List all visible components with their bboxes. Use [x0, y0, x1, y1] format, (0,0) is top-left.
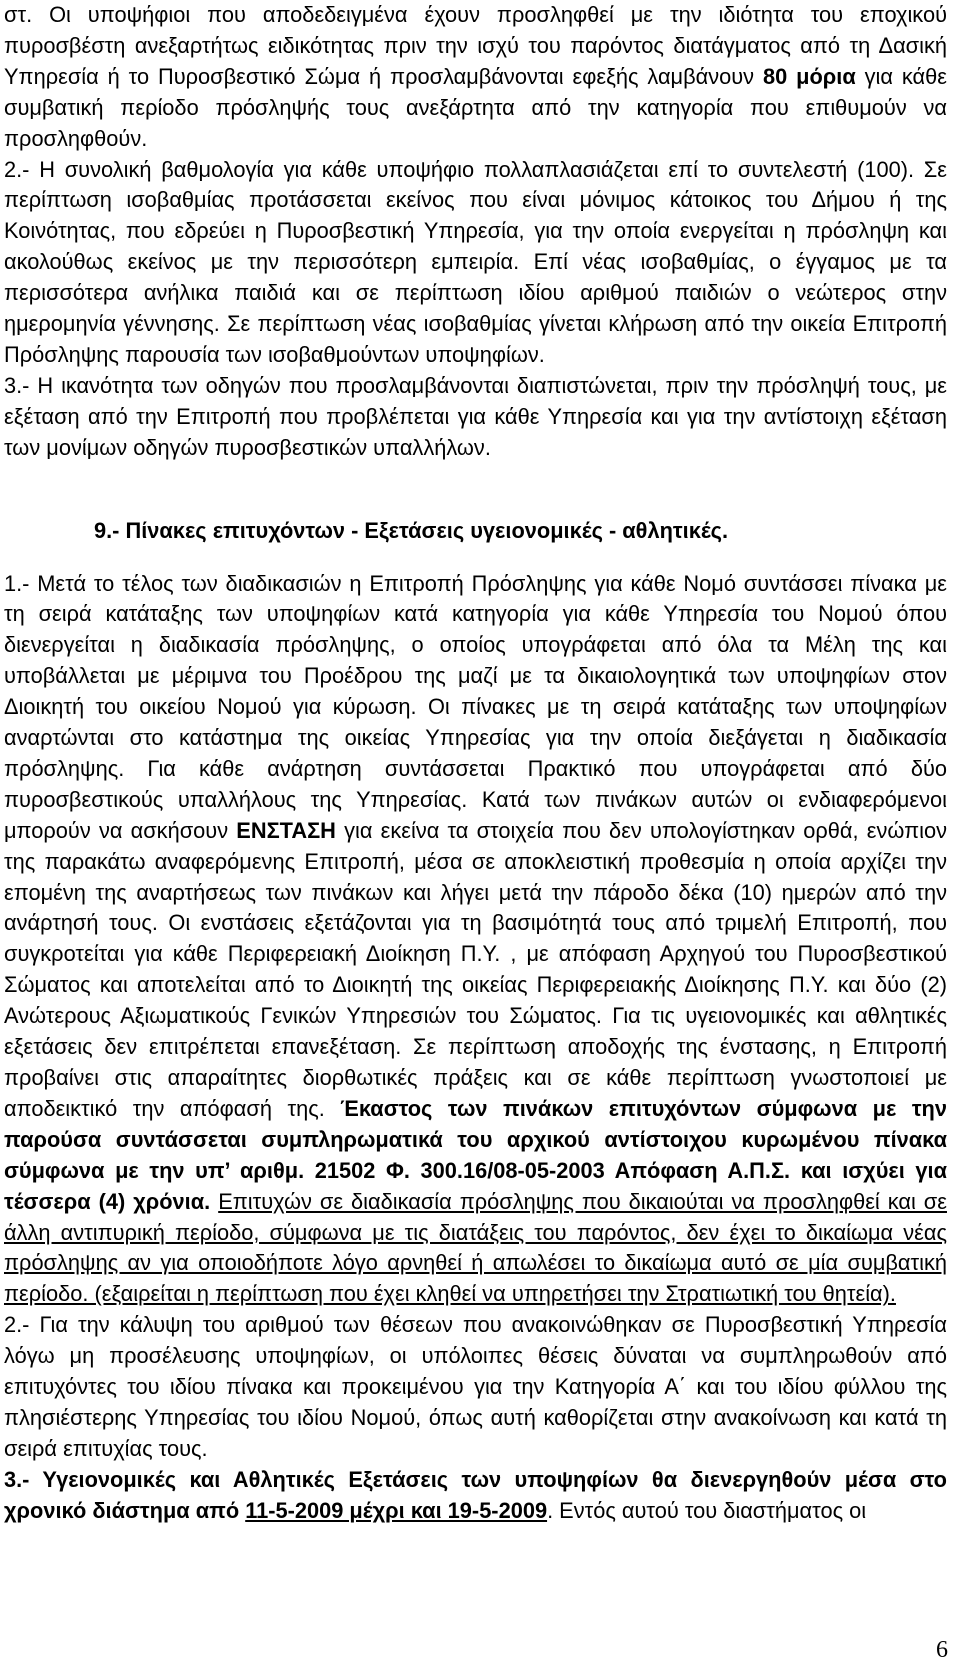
underlined-text: Επιτυχών σε διαδικασία πρόσληψης που δικαιούται να προσληφθεί και σε άλλη αντιπυρική περίοδο, σύμφωνα με τις διατάξεις του παρόντος, δεν έχει το δικαίωμα νέας πρόσληψης αν για οποιοδήποτε λόγο αρνηθεί ή απωλέσει το δικαίωμα αυτό σε μία συμβατική περίοδο. (εξαιρείται η περίπτωση που έχει κληθεί να υπηρετήσει την Στρατιωτική του θητεία). [4, 1188, 947, 1307]
text-run: 1.- Μετά το τέλος των διαδικασιών η Επιτροπή Πρόσληψης για κάθε Νομό συντάσσει πίνακα με τη σειρά κατάταξης των υποψηφίων κατά κατηγορία για κάθε Υπηρεσία του Νομού όπου διενεργείται η διαδικασία πρόσληψης, ο οποίος υπογράφεται από όλα τα Μέλη της και υποβάλλεται με μέριμνα του Προέδρου της μαζί με τα δικαιολογητικά των υποψηφίων στον Διοικητή του οικείου Νομού για κύρωση. Οι πίνακες με τη σειρά κατάταξης των υποψηφίων αναρτώνται στο κατάστημα της οικείας Υπηρεσίας για την οποία διεξάγεται η διαδικασία πρόσληψης. Για κάθε ανάρτηση συντάσσεται Πρακτικό που υπογράφεται από δύο πυροσβεστικούς υπαλλήλους της Υπηρεσίας. Κατά των πινάκων αυτών οι ενδιαφερόμενοι μπορούν να ασκήσουν [4, 570, 947, 843]
text-run: για κάθε συμβατική περίοδο πρόσληψής τους ανεξάρτητα από την κατηγορία που επιθυμούν να προσληφθούν. [4, 63, 947, 151]
section-heading: 9.- Πίνακες επιτυχόντων - Εξετάσεις υγειονομικές - αθλητικές. [94, 517, 729, 543]
bold-underlined-text: 11-5-2009 μέχρι και 19-5-2009 [245, 1497, 548, 1523]
text-run: . Εντός αυτού του διαστήματος οι [547, 1497, 867, 1523]
document-page [4, 0, 947, 1527]
text-run: στ. Οι υποψήφιοι που αποδεδειγμένα έχουν προσληφθεί με την ιδιότητα του εποχικού πυροσβέστη ανεξαρτήτως ειδικότητας πριν την ισχύ του παρόντος διατάγματος από τη Δασική Υπηρεσία ή το Πυροσβεστικό Σώμα ή προσλαμβάνονται εφεξής λαμβάνουν [4, 2, 947, 89]
text-run [210, 1189, 218, 1214]
spacer [4, 547, 947, 569]
section-paragraph-3 [4, 1465, 947, 1527]
paragraph-2: 2.- Η συνολική βαθμολογία για κάθε υποψήφιο πολλαπλασιάζεται επί το συντελεστή (100). Σε περίπτωση ισοβαθμίας προτάσσεται εκείνος που είναι μόνιμος κάτοικος του Δήμου ή της Κοινότητας, που εδρεύει η Πυροσβεστική Υπηρεσία, για την οποία ενεργείται η πρόσληψη και ακολούθως εκείνος με την περισσότερη εμπειρία. Επί νέας ισοβαθμίας, ο έγγαμος με τα περισσότερα ανήλικα παιδιά και σε περίπτωση ιδίου αριθμού παιδιών ο νεώτερος στην ημερομηνία γέννησης. Σε περίπτωση νέας ισοβαθμίας γίνεται κλήρωση από την οικεία Επιτροπή Πρόσληψης παρουσία των ισοβαθμούντων υποψηφίων. [4, 156, 947, 367]
section-paragraph-1 [4, 569, 947, 1311]
page-number: 6 [936, 1637, 948, 1663]
bold-text: 80 μόρια [763, 63, 856, 89]
section-paragraph-2: 2.- Για την κάλυψη του αριθμού των θέσεων που ανακοινώθηκαν σε Πυροσβεστική Υπηρεσία λόγω μη προσέλευσης υποψηφίων, οι υπόλοιπες θέσεις δύναται να συμπληρωθούν από επιτυχόντες του ιδίου πίνακα και προκειμένου για την Κατηγορία Α΄ και του ιδίου φύλλου της πλησιέστερης Υπηρεσίας του ιδίου Νομού, όπως αυτή καθορίζεται στην ανακοίνωση και κατά τη σειρά επιτυχίας τους. [4, 1312, 947, 1461]
bold-text: ΕΝΣΤΑΣΗ [236, 817, 336, 843]
paragraph-st [4, 0, 947, 155]
bold-text: 3.- Υγειονομικές και Αθλητικές Εξετάσεις των υποψηφίων θα διενεργηθούν μέσα στο χρονικό διάστημα από [4, 1466, 947, 1523]
spacer [4, 464, 947, 516]
bold-text: Έκαστος των πινάκων επιτυχόντων σύμφωνα με την παρούσα συντάσσεται συμπληρωματικά του αρχικού αντίστοιχου κυρωμένου πίνακα σύμφωνα με την υπ’ αριθμ. 21502 Φ. 300.16/08-05-2003 Απόφαση Α.Π.Σ. και ισχύει για τέσσερα (4) χρόνια. [4, 1095, 947, 1214]
paragraph-3: 3.- Η ικανότητα των οδηγών που προσλαμβάνονται διαπιστώνεται, πριν την πρόσληψή τους, με εξέταση από την Επιτροπή που προβλέπεται για κάθε Υπηρεσία και για την αντίστοιχη εξέταση των μονίμων οδηγών πυροσβεστικών υπαλλήλων. [4, 372, 947, 460]
text-run: για εκείνα τα στοιχεία που δεν υπολογίστηκαν ορθά, ενώπιον της παρακάτω αναφερόμενης Επιτροπή, μέσα σε αποκλειστική προθεσμία η οποία αρχίζει την επομένη της αναρτήσεως των πινάκων και λήγει μετά την πάροδο δέκα (10) ημερών από την ανάρτησή τους. Οι ενστάσεις εξετάζονται για τη βασιμότητά τους από τριμελή Επιτροπή, που συγκροτείται για κάθε Περιφερειακή Διοίκηση Π.Υ. , με απόφαση Αρχηγού του Πυροσβεστικού Σώματος και αποτελείται από το Διοικητή της οικείας Περιφερειακής Διοίκησης Π.Υ. και δύο (2) Ανώτερους Αξιωματικούς Γενικών Υπηρεσιών του Σώματος. Για τις υγειονομικές και αθλητικές εξετάσεις δεν επιτρέπεται επανεξέταση. Σε περίπτωση αποδοχής της ένστασης, η Επιτροπή προβαίνει στις απαραίτητες διορθωτικές πράξεις και σε κάθε περίπτωση γνωστοποιεί με αποδεικτικό την απόφασή της. [4, 817, 948, 1121]
